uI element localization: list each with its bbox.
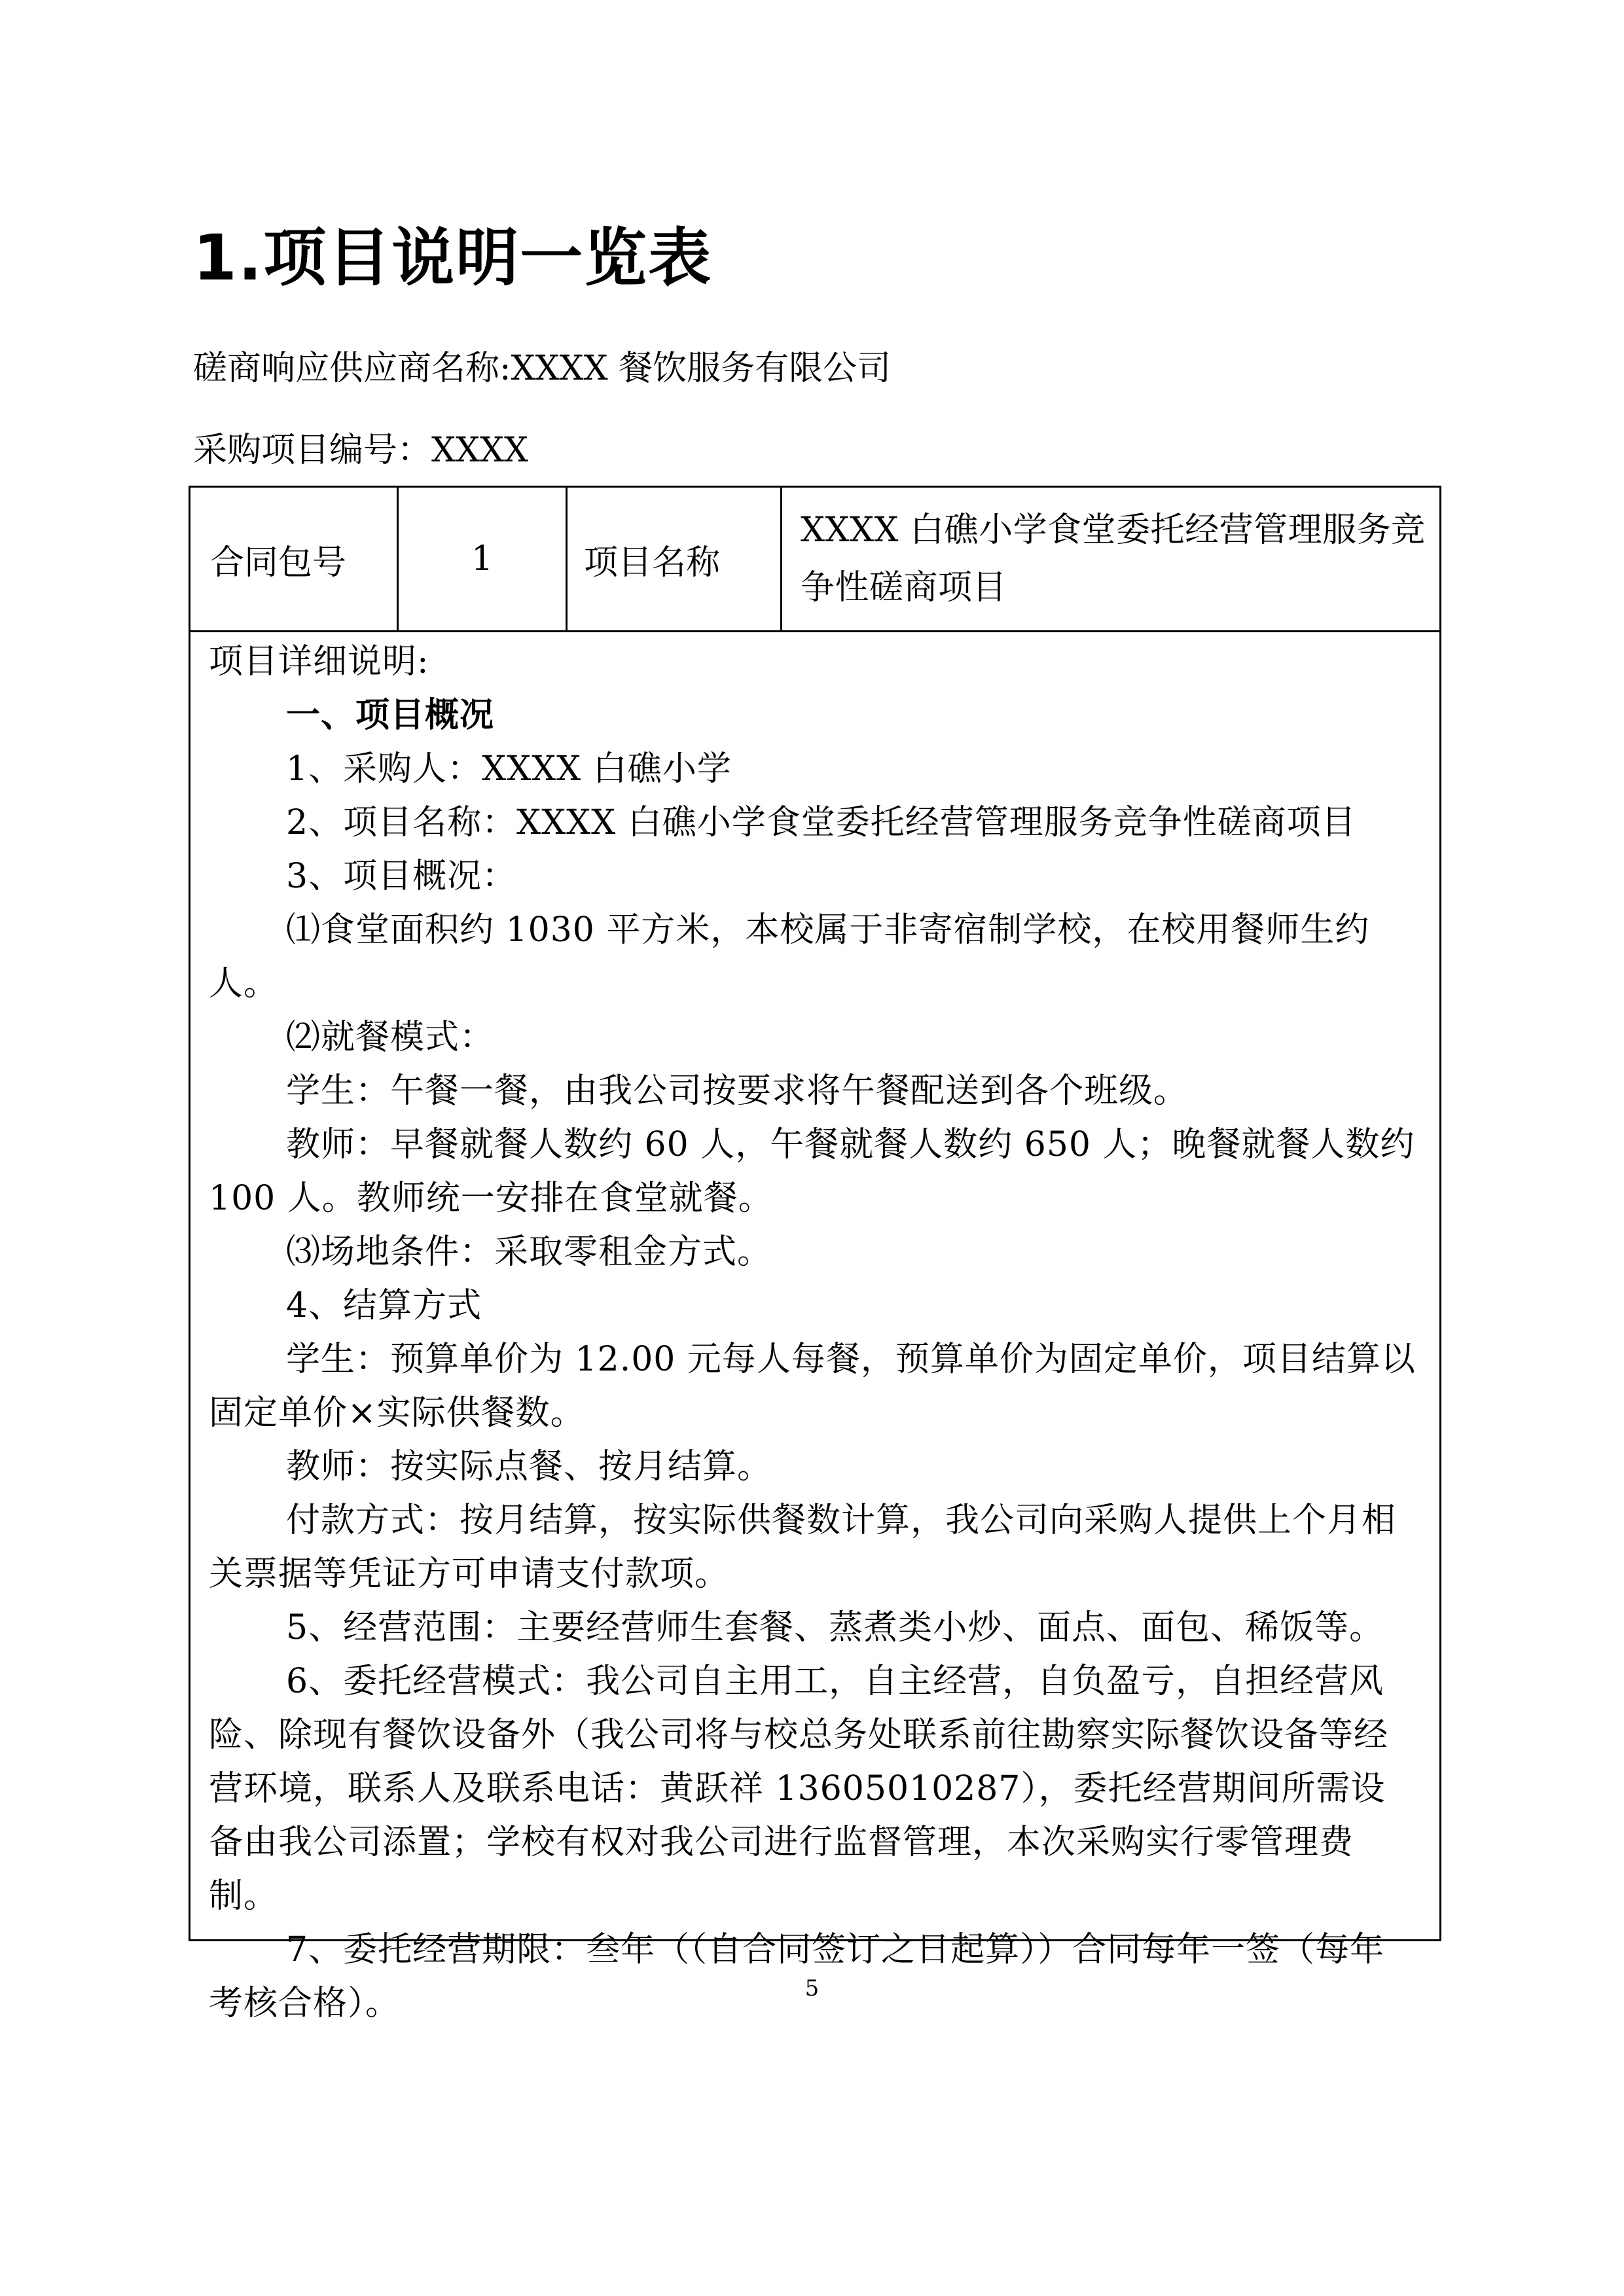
item-settlement: 4、结算方式 [286,1286,482,1325]
payment-method: 付款方式：按月结算，按实际供餐数计算，我公司向采购人提供上个月相关票据等凭证方可申请支付款项。 [209,1501,1397,1594]
item-operation-term: 7、委托经营期限：叁年（（自合同签订之日起算））合同每年一签（每年考核合格）。 [209,1930,1385,2023]
teachers-dining: 教师：早餐就餐人数约 60 人，午餐就餐人数约 650 人；晚餐就餐人数约 100 人。教师统一安排在食堂就餐。 [209,1125,1415,1218]
canteen-area: ⑴食堂面积约 1030 平方米，本校属于非寄宿制学校，在校用餐师生约 人。 [209,910,1474,1003]
item-business-scope: 5、经营范围：主要经营师生套餐、蒸煮类小炒、面点、面包、稀饭等。 [286,1608,1384,1647]
page-number: 5 [804,1975,820,2001]
contract-package-label: 合同包号 [190,488,399,630]
students-dining: 学生：午餐一餐，由我公司按要求将午餐配送到各个班级。 [286,1071,1189,1111]
project-number-line: 采购项目编号：XXXX [193,431,529,470]
teachers-settlement: 教师：按实际点餐、按月结算。 [286,1447,772,1486]
supplier-name-line: 磋商响应供应商名称:XXXX 餐饮服务有限公司 [193,349,892,388]
section-heading-overview: 一、项目概况 [286,696,495,735]
item-operation-mode: 6、委托经营模式：我公司自主用工，自主经营，自负盈亏，自担经营风险、除现有餐饮设备外（我公司将与校总务处联系前往勘察实际餐饮设备等经营环境，联系人及联系电话：黄跃祥 13605010287），委托经营期间所需设备由我公司添置；学校有权对我公司进行监督管理，本次采购实行零管理费制。 [209,1662,1389,1916]
contract-package-value: 1 [399,488,568,630]
project-details [209,635,1474,2030]
page-title: 1.项目说明一览表 [193,221,713,295]
site-conditions: ⑶场地条件：采取零租金方式。 [286,1232,772,1272]
project-name-value: XXXX 白礁小学食堂委托经营管理服务竞争性磋商项目 [801,511,1426,607]
project-name-label: 项目名称 [568,488,782,630]
students-settlement: 学生：预算单价为 12.00 元每人每餐，预算单价为固定单价，项目结算以固定单价×实际供餐数。 [209,1340,1416,1433]
item-project-name: 2、项目名称：XXXX 白礁小学食堂委托经营管理服务竞争性磋商项目 [286,803,1356,842]
item-project-overview: 3、项目概况： [286,857,517,896]
details-intro: 项目详细说明: [209,642,429,681]
dining-mode: ⑵就餐模式： [286,1018,495,1057]
item-purchaser: 1、采购人：XXXX 白礁小学 [286,749,732,789]
project-summary-table [189,486,1474,2023]
table-header-row [190,488,1439,632]
